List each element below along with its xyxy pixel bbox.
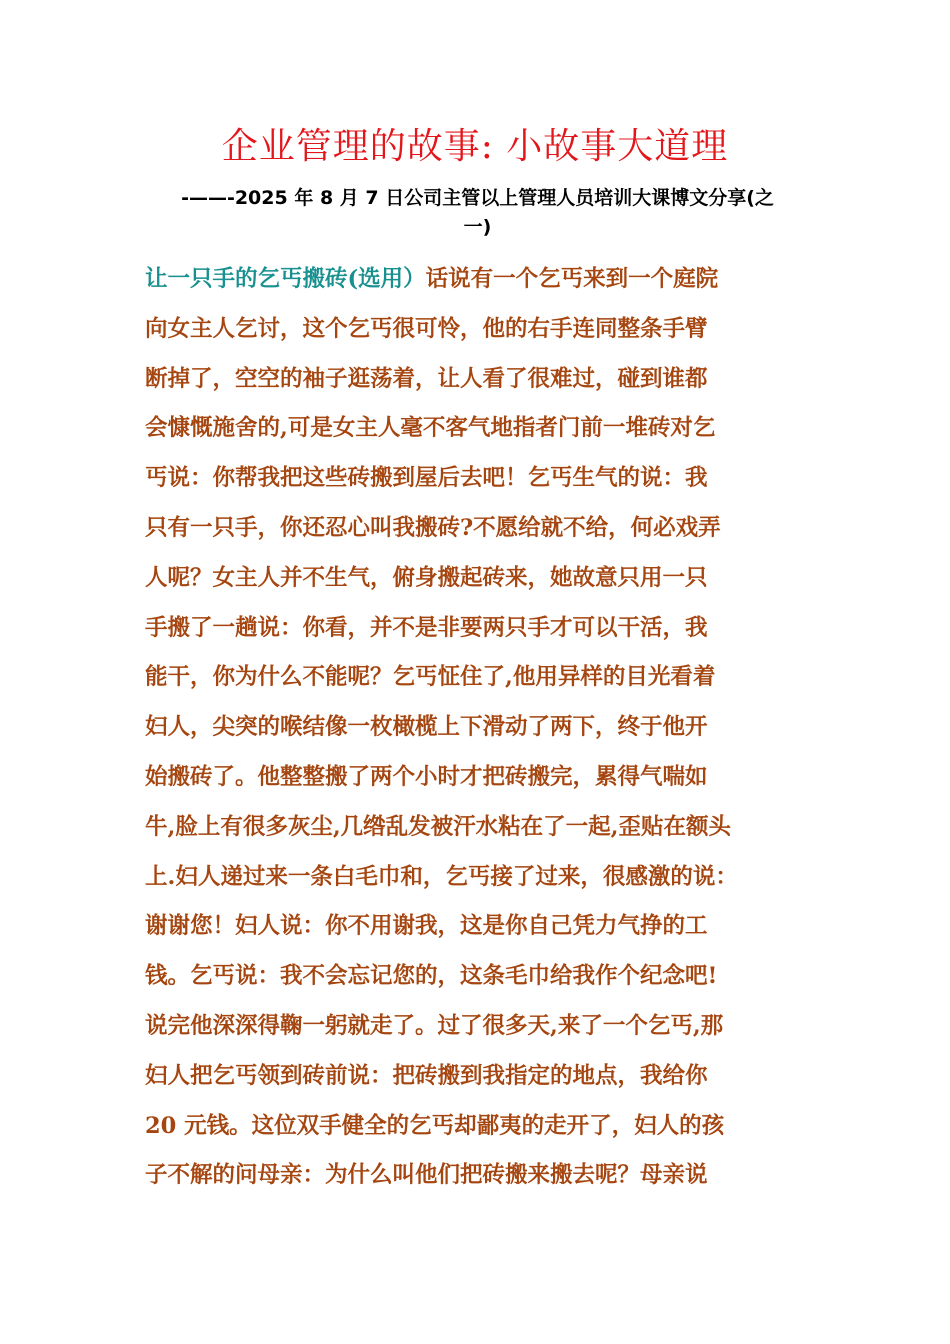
paragraph-line: 牛,脸上有很多灰尘,几绺乱发被汗水粘在了一起,歪贴在额头 [145,813,732,840]
paragraph-line: 上.妇人递过来一条白毛巾和，乞丐接了过来，很感激的说： [145,863,738,890]
paragraph-line: 向女主人乞讨，这个乞丐很可怜，他的右手连同整条手臂 [145,315,708,342]
paragraph-line: 谢谢您！妇人说：你不用谢我，这是你自己凭力气挣的工 [145,913,708,940]
paragraph-line: 会慷慨施舍的,可是女主人毫不客气地指者门前一堆砖对乞 [145,415,716,442]
paragraph-line: 人呢？女主人并不生气，俯身搬起砖来，她故意只用一只 [145,564,708,591]
paragraph-line: 断掉了，空空的袖子逛荡着，让人看了很难过，碰到谁都 [145,365,708,392]
paragraph-line-text: 话说有一个乞丐来到一个庭院 [425,266,719,292]
document-subtitle [145,184,810,242]
paragraph-line [145,255,815,305]
paragraph-line: 妇人把乞丐领到砖前说：把砖搬到我指定的地点，我给你 [145,1062,708,1089]
story-heading: 让一只手的乞丐搬砖(选用） [145,266,426,292]
paragraph-line: 妇人，尖突的喉结像一枚橄榄上下滑动了两下，终于他开 [145,714,708,741]
paragraph-line: 手搬了一趟说：你看，并不是非要两只手才可以干活，我 [145,614,708,641]
story-body [145,255,815,1201]
document-title: 企业管理的故事: 小故事大道理 [221,126,729,167]
paragraph-line: 钱。乞丐说：我不会忘记您的，这条毛巾给我作个纪念吧! [145,963,718,990]
paragraph-line: 子不解的问母亲：为什么叫他们把砖搬来搬去呢？母亲说 [145,1162,708,1189]
subtitle-line-1: -——-2025 年 8 月 7 日公司主管以上管理人员培训大课博文分享(之 [181,187,774,209]
paragraph-line: 20 元钱。这位双手健全的乞丐却鄙夷的走开了，妇人的孩 [145,1112,725,1139]
paragraph-line: 只有一只手，你还忍心叫我搬砖?不愿给就不给，何必戏弄 [145,514,721,541]
paragraph-line: 能干，你为什么不能呢？乞丐怔住了,他用异样的目光看着 [145,664,716,691]
subtitle-line-2: 一) [463,216,492,238]
paragraph-line: 始搬砖了。他整整搬了两个小时才把砖搬完，累得气喘如 [145,763,708,790]
paragraph-line: 说完他深深得鞠一躬就走了。过了很多天,来了一个乞丐,那 [145,1012,724,1039]
paragraph-line: 丐说：你帮我把这些砖搬到屋后去吧！乞丐生气的说：我 [145,465,708,492]
